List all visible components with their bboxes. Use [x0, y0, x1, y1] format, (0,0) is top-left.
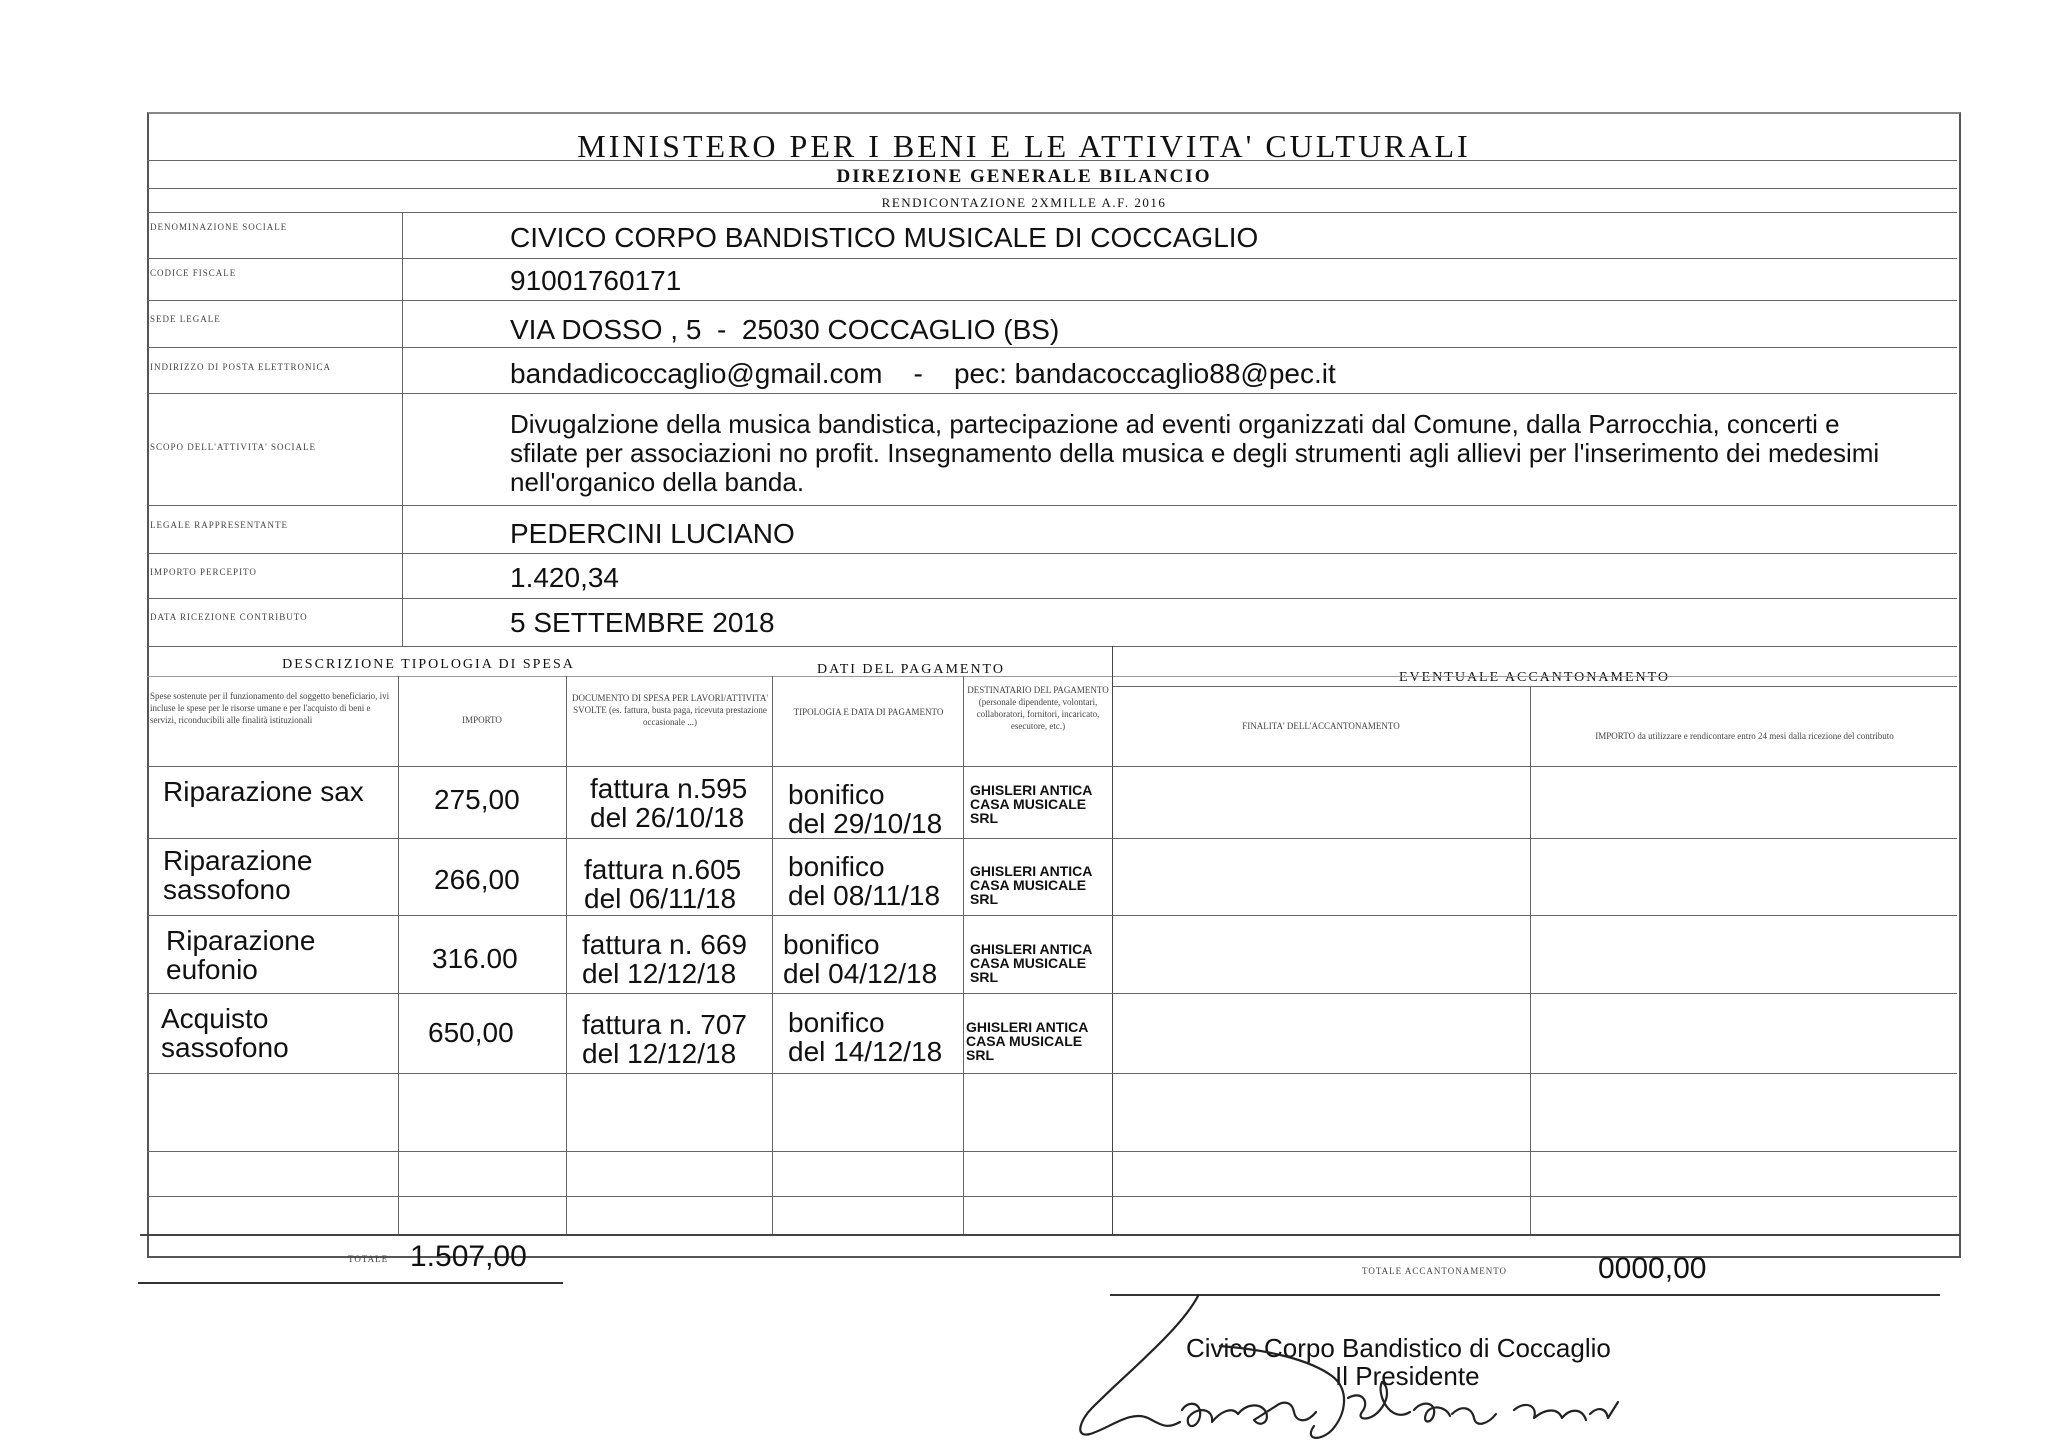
- label-importo-percepito: IMPORTO PERCEPITO: [150, 567, 257, 577]
- section-descrizione: DESCRIZIONE TIPOLOGIA DI SPESA: [282, 657, 575, 672]
- row3-pag2: del 04/12/18: [783, 958, 938, 989]
- row4-importo: 650,00: [428, 1017, 514, 1048]
- row1-dest3: SRL: [970, 810, 998, 826]
- value-scopo: Divugalzione della musica bandistica, partecipazione ad eventi organizzati dal Comune, dalla Parrocchia, concerti e sfilate per associazioni no profit. Insegnamento della musica e degli strumenti agli allievi per l'inserimento dei medesimi nell'organico della banda.: [510, 409, 1880, 497]
- value-importo-percepito: 1.420,34: [510, 562, 619, 593]
- row3-importo: 316.00: [432, 943, 518, 974]
- label-scopo: SCOPO DELL'ATTIVITA' SOCIALE: [150, 442, 317, 452]
- rule: [147, 766, 1957, 767]
- signature-role: Il Presidente: [1335, 1361, 1480, 1391]
- row4-pag1: bonifico: [788, 1007, 885, 1038]
- rule: [147, 993, 1957, 994]
- col-divider: [1530, 686, 1531, 1236]
- totale-value: 1.507,00: [410, 1240, 527, 1273]
- row1-importo: 275,00: [434, 784, 520, 815]
- row4-doc2: del 12/12/18: [582, 1038, 737, 1069]
- signature-org: Civico Corpo Bandistico di Coccaglio: [1186, 1333, 1611, 1363]
- row1-pag2: del 29/10/18: [788, 808, 943, 839]
- section-accantonamento: EVENTUALE ACCANTONAMENTO: [1398, 670, 1671, 685]
- row2-dest1: GHISLERI ANTICA: [970, 863, 1093, 879]
- row2-pag2: del 08/11/18: [788, 880, 941, 911]
- colhead-importo: IMPORTO: [462, 715, 502, 725]
- rule: [147, 1073, 1957, 1074]
- row1-doc2: del 26/10/18: [590, 802, 745, 833]
- value-sede-legale: VIA DOSSO , 5 - 25030 COCCAGLIO (BS): [510, 314, 1060, 345]
- ministry-title: MINISTERO PER I BENI E LE ATTIVITA' CULTURALI: [577, 128, 1471, 164]
- rule: [147, 915, 1957, 916]
- label-denominazione: DENOMINAZIONE SOCIALE: [150, 222, 288, 232]
- value-data-ricezione: 5 SETTEMBRE 2018: [510, 607, 775, 638]
- rule: [147, 188, 1957, 189]
- row3-pag1: bonifico: [783, 929, 880, 960]
- row3-dest1: GHISLERI ANTICA: [970, 941, 1093, 957]
- row3-doc2: del 12/12/18: [582, 958, 737, 989]
- row4-dest1: GHISLERI ANTICA: [966, 1019, 1089, 1035]
- totale-label: TOTALE: [348, 1254, 389, 1264]
- row2-desc: Riparazione sassofono: [163, 845, 313, 905]
- label-rappresentante: LEGALE RAPPRESENTANTE: [150, 520, 289, 530]
- rule: [140, 1234, 1960, 1236]
- row4-pag2: del 14/12/18: [788, 1036, 943, 1067]
- rule: [147, 347, 1957, 348]
- rule: [1112, 686, 1957, 687]
- rule: [147, 838, 1957, 839]
- rule: [147, 646, 1957, 647]
- row3-desc: Riparazione eufonio: [166, 925, 316, 985]
- row2-importo: 266,00: [434, 864, 520, 895]
- col-divider: [772, 676, 773, 1236]
- rule: [147, 1196, 1957, 1197]
- col-divider: [566, 676, 567, 1236]
- row1-doc1: fattura n.595: [590, 773, 748, 804]
- rule: [147, 393, 1957, 394]
- row3-doc1: fattura n. 669: [582, 929, 748, 960]
- rule: [147, 598, 1957, 599]
- rule: [147, 505, 1957, 506]
- value-codice-fiscale: 91001760171: [510, 265, 682, 296]
- colhead-tipologia: TIPOLOGIA E DATA DI PAGAMENTO: [793, 707, 944, 717]
- direction-title: DIREZIONE GENERALE BILANCIO: [836, 166, 1212, 187]
- row3-dest3: SRL: [970, 969, 998, 985]
- colhead-importo-accantonamento: IMPORTO da utilizzare e rendicontare entro 24 mesi dalla ricezione del contributo: [1595, 731, 1894, 741]
- row1-pag1: bonifico: [788, 779, 885, 810]
- value-denominazione: CIVICO CORPO BANDISTICO MUSICALE DI COCCAGLIO: [510, 222, 1259, 253]
- totale-rule: [138, 1282, 563, 1284]
- row4-dest3: SRL: [966, 1047, 994, 1063]
- row1-desc: Riparazione sax: [163, 776, 364, 807]
- label-sede-legale: SEDE LEGALE: [150, 314, 221, 324]
- row2-pag1: bonifico: [788, 851, 885, 882]
- row4-desc: Acquisto sassofono: [161, 1003, 289, 1063]
- rule: [147, 258, 1957, 259]
- col-divider: [398, 676, 399, 1236]
- row1-dest1: GHISLERI ANTICA: [970, 782, 1093, 798]
- rule: [147, 300, 1957, 301]
- accantonamento-total-label: TOTALE ACCANTONAMENTO: [1362, 1266, 1508, 1276]
- colhead-spese: Spese sostenute per il funzionamento del soggetto beneficiario, ivi incluse le spese per le risorse umane e per l'acquisto di beni e servizi, riconducibili alle finalità istituzionali: [150, 691, 390, 725]
- colhead-documento: DOCUMENTO DI SPESA PER LAVORI/ATTIVITA' SVOLTE (es. fattura, busta paga, ricevuta prestazione occasionale ...): [571, 693, 769, 727]
- rule: [147, 1151, 1957, 1152]
- row3-dest2: CASA MUSICALE: [970, 955, 1087, 971]
- rule: [147, 212, 1957, 213]
- row2-dest2: CASA MUSICALE: [970, 877, 1087, 893]
- accantonamento-total-value: 0000,00: [1598, 1252, 1707, 1285]
- label-email: INDIRIZZO DI POSTA ELETTRONICA: [150, 362, 332, 372]
- rule: [147, 553, 1957, 554]
- handwritten-signature: [1070, 1290, 1690, 1448]
- row2-dest3: SRL: [970, 891, 998, 907]
- label-codice-fiscale: CODICE FISCALE: [150, 268, 237, 278]
- label-divider: [402, 212, 403, 646]
- col-divider: [963, 676, 964, 1236]
- rule: [147, 676, 1957, 677]
- row2-doc2: del 06/11/18: [584, 883, 737, 914]
- row2-doc1: fattura n.605: [584, 854, 742, 885]
- section-pagamento: DATI DEL PAGAMENTO: [817, 662, 1005, 677]
- report-title: RENDICONTAZIONE 2XMILLE A.F. 2016: [881, 195, 1167, 210]
- label-data-ricezione: DATA RICEZIONE CONTRIBUTO: [150, 612, 308, 622]
- row4-doc1: fattura n. 707: [582, 1009, 748, 1040]
- row1-dest2: CASA MUSICALE: [970, 796, 1087, 812]
- value-rappresentante: PEDERCINI LUCIANO: [510, 518, 795, 549]
- colhead-destinatario: DESTINATARIO DEL PAGAMENTO (personale dipendente, volontari, collaboratori, fornitori, incaricato, esecutore, etc.): [967, 685, 1109, 731]
- row4-dest2: CASA MUSICALE: [966, 1033, 1083, 1049]
- value-email: bandadicoccaglio@gmail.com - pec: bandacoccaglio88@pec.it: [510, 358, 1336, 389]
- colhead-finalita: FINALITA' DELL'ACCANTONAMENTO: [1242, 721, 1400, 731]
- col-divider: [1112, 646, 1113, 1236]
- rule: [147, 160, 1957, 161]
